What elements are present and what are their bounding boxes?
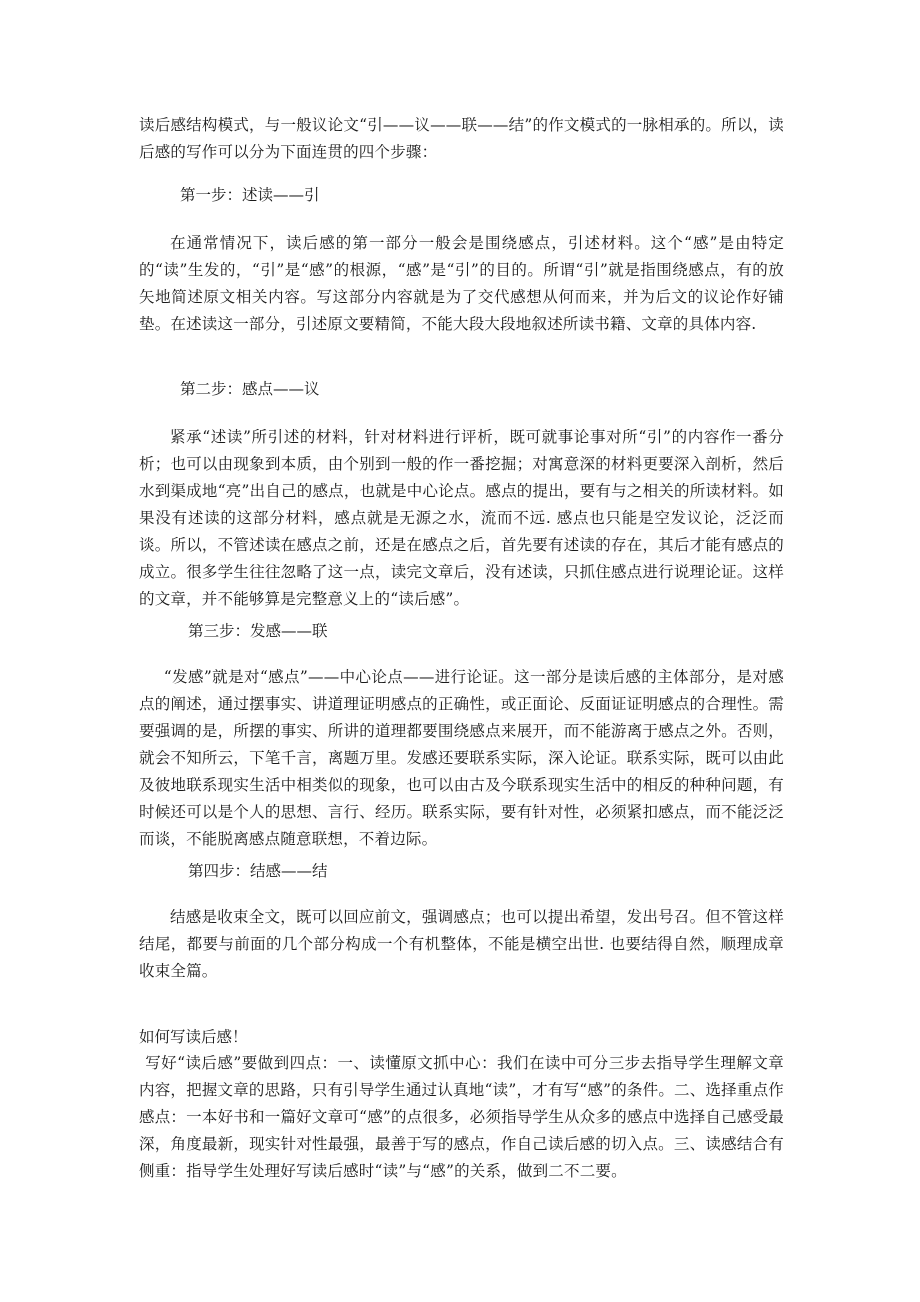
section-body: 写好“读后感”要做到四点：一、读懂原文抓中心：我们在读中可分三步去指导学生理解文章内容，把握文章的思路，只有引导学生通过认真地“读”，才有写“感”的条件。二、选择重点作感点：一本好书和一篇好文章可“感”的点很多，必须指导学生从众多的感点中选择自己感受最深，角度最新，现实针对性最强，最善于写的感点，作自己读后感的切入点。三、读感结合有侧重：指导学生处理好写读后感时“读”与“感”的关系，做到二不二要。 [139,1054,784,1180]
step3-heading: 第三步：发感——联 [188,622,328,640]
step4-heading: 第四步：结感——结 [188,862,328,880]
step3-body: “发感”就是对“感点”——中心论点——进行论证。这一部分是读后感的主体部分，是对感点的阐述，通过摆事实、讲道理证明感点的正确性，或正面论、反面证证明感点的合理性。需要强调的是，所摆的事实、所讲的道理都要围绕感点来展开，而不能游离于感点之外。否则，就会不知所云，下笔千言，离题万里。发感还要联系实际，深入论证。联系实际，既可以由此及彼地联系现实生活中相类似的现象，也可以由古及今联系现实生活中的相反的种种问题，有时候还可以是个人的思想、言行、经历。联系实际，要有针对性，必须紧扣感点，而不能泛泛而谈，不能脱离感点随意联想，不着边际。 [139,668,784,848]
step2-heading: 第二步：感点——议 [180,380,320,398]
step4-body: 结感是收束全文，既可以回应前文，强调感点；也可以提出希望，发出号召。但不管这样结尾，都要与前面的几个部分构成一个有机整体，不能是横空出世. 也要结得自然，顺理成章收束全篇。 [139,908,784,980]
step1-heading: 第一步：述读——引 [180,186,320,204]
section-title: 如何写读后感！ [139,1028,248,1046]
intro-paragraph: 读后感结构模式，与一般议论文“引——议——联——结”的作文模式的一脉相承的。所以，读后感的写作可以分为下面连贯的四个步骤： [139,116,784,161]
step2-body: 紧承“述读”所引述的材料，针对材料进行评析，既可就事论事对所“引”的内容作一番分析；也可以由现象到本质，由个别到一般的作一番挖掘；对寓意深的材料更要深入剖析，然后水到渠成地“亮”出自己的感点，也就是中心论点。感点的提出，要有与之相关的所读材料。如果没有述读的这部分材料，感点就是无源之水，流而不远. 感点也只能是空发议论，泛泛而谈。所以，不管述读在感点之前，还是在感点之后，首先要有述读的存在，其后才能有感点的成立。很多学生往往忽略了这一点，读完文章后，没有述读，只抓住感点进行说理论证。这样的文章，并不能够算是完整意义上的“读后感”。 [139,428,784,608]
step1-body: 在通常情况下，读后感的第一部分一般会是围绕感点，引述材料。这个“感”是由特定的“读”生发的，“引”是“感”的根源，“感”是“引”的目的。所谓“引”就是指围绕感点，有的放矢地简述原文相关内容。写这部分内容就是为了交代感想从何而来，并为后文的议论作好铺垫。在述读这一部分，引述原文要精简，不能大段大段地叙述所读书籍、文章的具体内容. [139,234,784,333]
